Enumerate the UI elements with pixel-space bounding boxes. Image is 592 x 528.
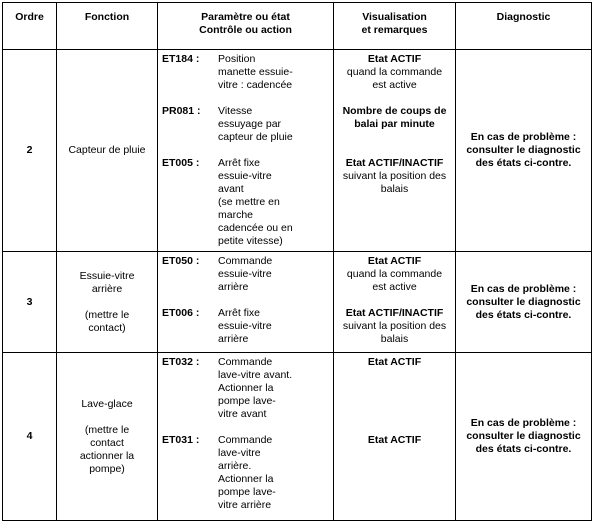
param-desc-line: capteur de pluie [218,131,293,143]
visu-note: balais [380,333,409,345]
visu-cell [334,252,456,353]
params-cell [158,353,334,521]
param-entry [162,255,329,294]
param-desc-line: Arrêt fixe [218,307,261,319]
param-desc-line: Actionner la [218,473,274,485]
header-fonction: Fonction [57,3,158,50]
param-code: PR081 : [162,105,201,117]
visu-state: Etat ACTIF/INACTIF [345,307,444,319]
diagnostic-line: En cas de problème : [470,131,577,143]
param-desc-line: lave-vitre avant. [218,369,293,381]
table-row [3,353,592,521]
param-desc-line: Vitesse [218,105,253,117]
header-parametre-line1: Paramètre ou état [201,11,290,23]
fonction-line: contact) [88,321,126,334]
param-desc-line: (se mettre en [218,196,280,208]
header-visualisation [334,3,456,50]
visu-state: Etat ACTIF/INACTIF [345,157,444,169]
param-desc [218,434,329,512]
param-desc-line: Position [218,53,256,65]
header-visualisation-line2: et remarques [361,24,428,36]
visu-note: suivant la position des [342,320,447,332]
diagnostic-line: En cas de problème : [470,417,577,429]
visu-state: Nombre de coups de [342,105,447,117]
diagnostic-cell [456,252,592,353]
param-desc-line: pompe lave- [218,395,276,407]
diagnostic-line: des états ci-contre. [475,443,572,455]
header-visualisation-line1: Visualisation [362,11,427,23]
visu-cell [334,353,456,521]
header-diagnostic: Diagnostic [456,3,592,50]
visu-note: quand la commande [346,268,443,280]
fonction-line: actionner la [79,449,135,462]
visu-state: Etat ACTIF [367,255,422,267]
param-desc [218,53,329,92]
param-entry [162,53,329,92]
param-desc-line: arrière [218,281,249,293]
fonction-line: (mettre le [84,423,130,436]
diagnostic-line: des états ci-contre. [475,308,572,321]
param-desc-line: essuie-vitre [218,268,272,280]
diagnostic-line: consulter le diagnostic [466,430,581,442]
param-entry [162,307,329,346]
param-desc [218,105,329,144]
visu-state: Etat ACTIF [367,434,422,446]
param-code: ET005 : [162,157,200,169]
param-desc-line: vitre arrière [218,499,272,511]
param-code: ET050 : [162,255,200,267]
visu-cell [334,50,456,252]
param-code: ET031 : [162,434,200,446]
param-desc-line: vitre avant [218,408,267,420]
fonction-line: Capteur de pluie [68,144,146,156]
param-entry [162,157,329,248]
header-parametre-line2: Contrôle ou action [199,24,292,36]
param-desc-line: pompe lave- [218,486,276,498]
param-desc-line: marche [218,209,254,221]
fonction-line: arrière [91,282,123,295]
param-desc-line: arrière [218,333,249,345]
header-row [3,3,592,50]
ordre-cell: 3 [3,252,57,353]
visu-note: est active [372,281,417,293]
visu-note: quand la commande [346,66,443,78]
params-cell [158,252,334,353]
diagnostic-cell [456,353,592,521]
param-entry [162,434,329,512]
fonction-line: (mettre le [84,308,130,321]
param-desc-line: essuie-vitre [218,170,272,182]
header-ordre: Ordre [3,3,57,50]
param-desc-line: essuie-vitre [218,320,272,332]
ordre-cell: 2 [3,50,57,252]
diagnostic-line: des états ci-contre. [475,157,572,169]
visu-note: suivant la position des [342,170,447,182]
header-parametre [158,3,334,50]
param-desc-line: petite vitesse) [218,235,283,247]
param-code: ET006 : [162,307,200,319]
param-code: ET184 : [162,53,200,65]
table-row [3,252,592,353]
param-desc-line: Commande [218,434,273,446]
table-row [3,50,592,252]
fonction-line: contact [90,436,124,449]
param-desc [218,307,329,346]
visu-note: balais [380,183,409,195]
diagnostic-table [2,2,592,521]
fonction-line: Essuie-vitre [79,269,135,282]
param-desc-line: essuyage par [218,118,282,130]
param-desc-line: cadencée ou en [218,222,293,234]
fonction-cell [57,353,158,521]
param-code: ET032 : [162,356,200,368]
param-desc [218,157,329,248]
diagnostic-line: consulter le diagnostic [466,295,581,308]
param-desc-line: manette essuie- [218,66,293,78]
fonction-line: pompe) [89,462,125,475]
param-entry [162,105,329,144]
param-desc [218,356,329,421]
param-desc-line: Commande [218,356,273,368]
visu-state: balai par minute [354,118,435,130]
ordre-cell: 4 [3,353,57,521]
param-entry [162,356,329,421]
diagnostic-line: En cas de problème : [470,282,577,295]
diagnostic-cell [456,50,592,252]
params-cell [158,50,334,252]
visu-state: Etat ACTIF [367,53,422,65]
visu-state: Etat ACTIF [367,356,422,368]
fonction-line: Lave-glace [81,397,133,410]
param-desc-line: vitre : cadencée [218,79,293,91]
param-desc-line: lave-vitre [218,447,261,459]
param-desc-line: Arrêt fixe [218,157,261,169]
visu-note: est active [372,79,417,91]
param-desc-line: Commande [218,255,273,267]
param-desc-line: Actionner la [218,382,274,394]
param-desc [218,255,329,294]
diagnostic-line: consulter le diagnostic [466,144,581,156]
param-desc-line: avant [218,183,244,195]
param-desc-line: arrière. [218,460,252,472]
fonction-cell [57,252,158,353]
fonction-cell [57,50,158,252]
